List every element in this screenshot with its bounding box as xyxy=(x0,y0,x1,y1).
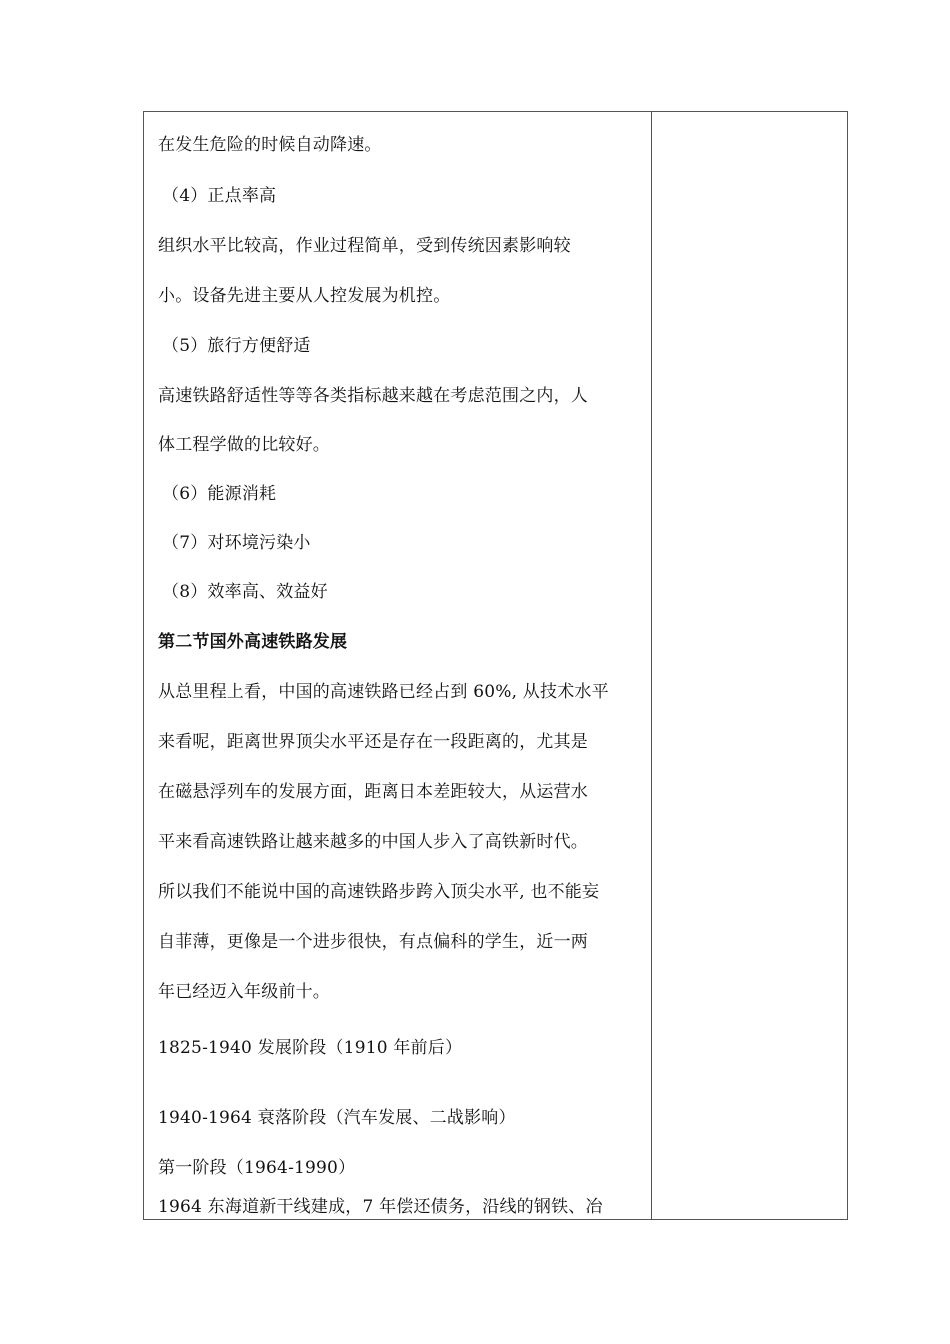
text-line: 1964 东海道新干线建成，7 年偿还债务，沿线的钢铁、冶 xyxy=(158,1197,603,1217)
list-heading: （8）效率高、效益好 xyxy=(162,582,328,602)
text-line: 平来看高速铁路让越来越多的中国人步入了高铁新时代。 xyxy=(158,832,588,852)
text-line: 年已经迈入年级前十。 xyxy=(158,982,330,1002)
text-line: 从总里程上看，中国的高速铁路已经占到 60%, 从技术水平 xyxy=(158,682,609,702)
text-line: 第一阶段（1964-1990） xyxy=(158,1158,356,1178)
text-line: 1825-1940 发展阶段（1910 年前后） xyxy=(158,1038,463,1058)
text-line: 体工程学做的比较好。 xyxy=(158,435,330,455)
text-line: 在发生危险的时候自动降速。 xyxy=(158,135,382,155)
column-divider xyxy=(651,112,652,1219)
document-table xyxy=(143,111,848,1220)
text-line: 所以我们不能说中国的高速铁路步跨入顶尖水平, 也不能妄 xyxy=(158,882,600,902)
text-line: 在磁悬浮列车的发展方面，距离日本差距较大，从运营水 xyxy=(158,782,588,802)
section-heading: 第二节国外高速铁路发展 xyxy=(158,632,348,652)
list-heading: （6）能源消耗 xyxy=(162,484,277,504)
text-line: 来看呢，距离世界顶尖水平还是存在一段距离的，尤其是 xyxy=(158,732,588,752)
text-line: 高速铁路舒适性等等各类指标越来越在考虑范围之内，人 xyxy=(158,386,588,406)
text-line: 自菲薄，更像是一个进步很快，有点偏科的学生，近一两 xyxy=(158,932,588,952)
text-line: 小。设备先进主要从人控发展为机控。 xyxy=(158,286,451,306)
list-heading: （5）旅行方便舒适 xyxy=(162,336,311,356)
list-heading: （4）正点率高 xyxy=(162,186,277,206)
list-heading: （7）对环境污染小 xyxy=(162,533,311,553)
text-line: 组织水平比较高，作业过程简单，受到传统因素影响较 xyxy=(158,236,571,256)
text-line: 1940-1964 衰落阶段（汽车发展、二战影响） xyxy=(158,1108,516,1128)
